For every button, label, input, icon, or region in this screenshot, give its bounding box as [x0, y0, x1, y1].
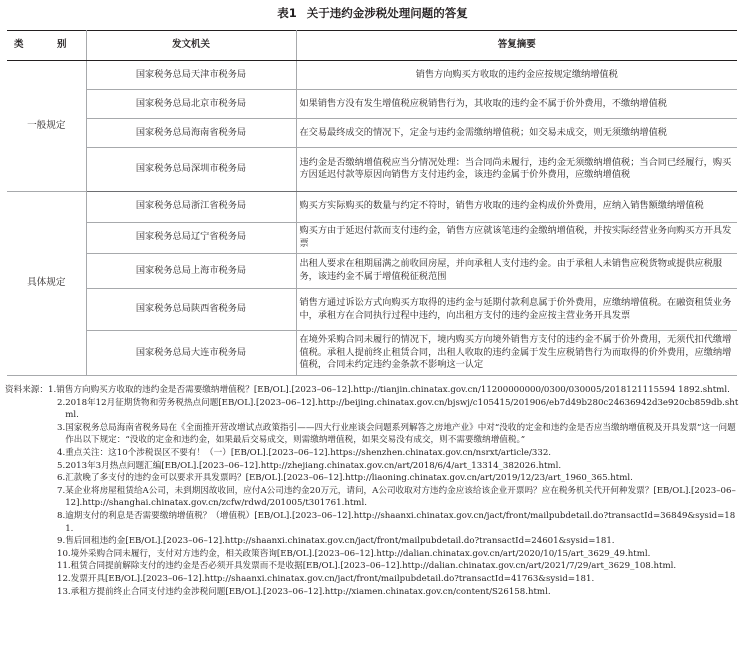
table-row: [7, 90, 737, 119]
source-num: 2.: [57, 397, 66, 408]
org-cell: 国家税务总局天津市税务局: [86, 61, 296, 90]
header-category: 类 别: [7, 31, 86, 61]
source-num: 12.: [57, 573, 71, 584]
source-item: [5, 422, 740, 447]
source-notes: [5, 384, 740, 598]
table-header-row: [7, 31, 737, 61]
source-item: [5, 447, 740, 460]
source-item: [5, 510, 740, 535]
source-item: [5, 548, 740, 561]
table-title: [0, 4, 745, 22]
source-text: 国家税务总局海南省税务局在《全面推开营改增试点政策指引——四大行业座谈会问题系列解答之房地产业》中对“没收的定金和违约金是否应当缴纳增值税及开具发票”这一问题作出以下规定：“没收的定金和违约金，如果最后交易成交，则需缴纳增值税，如果交易没有成交，则不需要缴纳增值税。”: [65, 422, 736, 446]
category-cell-specific: 具体规定: [7, 191, 86, 375]
source-num: 7.: [57, 485, 66, 496]
source-num: 13.: [57, 586, 71, 597]
source-text: 境外采购合同未履行，支付对方违约金，相关政策咨询[EB/OL].[2023–06–12].http://dalian.chinatax.gov.cn/art/2020/10/15/art_3629_49.html.: [70, 548, 651, 559]
source-text: 承租方提前终止合同支付违约金涉税问题[EB/OL].[2023–06–12].http://xiamen.chinatax.gov.cn/content/S26158.html.: [70, 586, 551, 597]
table-row: [7, 222, 737, 253]
answer-cell: 如果销售方没有发生增值税应税销售行为，其收取的违约金不属于价外费用，不缴纳增值税: [296, 90, 737, 119]
category-cell-general: 一般规定: [7, 61, 86, 192]
org-cell: 国家税务总局海南省税务局: [86, 119, 296, 148]
table-row: [7, 119, 737, 148]
source-num: 8.: [57, 510, 66, 521]
header-org: 发文机关: [86, 31, 296, 61]
org-cell: 国家税务总局辽宁省税务局: [86, 222, 296, 253]
source-lead: 资料来源：: [5, 385, 48, 395]
source-item: [5, 472, 740, 485]
answer-cell: 在境外采购合同未履行的情况下，境内购买方向境外销售方支付的违约金不属于价外费用，无须代扣代缴增值税。承租人提前终止租赁合同，出租人收取的违约金属于发生应税销售行为而取得的价外费用，应缴纳增值税，合同未约定违约金条款不影响这一认定: [296, 331, 737, 376]
source-num: 10.: [57, 548, 71, 559]
org-cell: 国家税务总局大连市税务局: [86, 331, 296, 376]
source-num: 5.: [57, 460, 66, 471]
source-item: [5, 397, 740, 422]
answer-cell: 购买方由于延迟付款而支付违约金，销售方应就该笔违约金缴纳增值税，并按实际经营业务向购买方开具发票: [296, 222, 737, 253]
source-num: 4.: [57, 447, 66, 458]
table-row: [7, 61, 737, 90]
answer-cell: 销售方向购买方收取的违约金应按规定缴纳增值税: [296, 61, 737, 90]
source-num: 1.: [47, 385, 57, 395]
table-row: [7, 288, 737, 330]
org-cell: 国家税务总局深圳市税务局: [86, 148, 296, 192]
table-row: [7, 148, 737, 192]
answer-cell: 出租人要求在租期届满之前收回房屋，并向承租人支付违约金。由于承租人未销售应税货物或提供应税服务，该违约金不属于增值税征税范围: [296, 253, 737, 288]
org-cell: 国家税务总局浙江省税务局: [86, 191, 296, 222]
source-num: 9.: [57, 536, 66, 547]
header-answer: 答复摘要: [296, 31, 737, 61]
source-item: [5, 485, 740, 510]
table-row: [7, 191, 737, 222]
source-num: 6.: [57, 473, 66, 484]
org-cell: 国家税务总局上海市税务局: [86, 253, 296, 288]
source-text: 重点关注：这10个涉税误区不要有！（一）[EB/OL].[2023–06–12].https://shenzhen.chinatax.gov.cn/nsrxt/article/332.: [65, 447, 552, 458]
source-text: 售后回租违约金[EB/OL].[2023–06–12].http://shaanxi.chinatax.gov.cn/jact/front/mailpubdetail.do?transactId=24601&sysid=181.: [65, 536, 615, 547]
table-title-text: 关于违约金涉税处理问题的答复: [306, 6, 468, 20]
source-text: 2013年3月热点问题汇编[EB/OL].[2023–06–12].http://zhejiang.chinatax.gov.cn/art/2018/6/4/art_13314_382026.html.: [65, 460, 562, 471]
answer-cell: 违约金是否缴纳增值税应当分情况处理：当合同尚未履行，违约金无须缴纳增值税；当合同已经履行，购买方因延迟付款等原因向销售方支付违约金，该违约金属于价外费用，应缴纳增值税: [296, 148, 737, 192]
source-item: [5, 384, 740, 397]
answer-cell: 销售方通过诉讼方式向购买方取得的违约金与延期付款利息属于价外费用，应缴纳增值税。在融资租赁业务中，承租方在合同执行过程中违约，向出租方支付的违约金应按主营业务开具发票: [296, 288, 737, 330]
source-item: [5, 573, 740, 586]
source-num: 3.: [57, 422, 66, 433]
source-text: 发票开具[EB/OL].[2023–06–12].http://shaanxi.chinatax.gov.cn/jact/front/mailpubdetail.do?transactId=41763&sysid=181.: [70, 573, 595, 584]
org-cell: 国家税务总局陕西省税务局: [86, 288, 296, 330]
source-text: 逾期支付的利息是否需要缴纳增值税？（增值税）[EB/OL].[2023–06–12].http://shaanxi.chinatax.gov.cn/jact/front/mailpubdetail.do?transactId=36849&sysid=181.: [65, 510, 736, 534]
source-text: 汇款晚了多支付的违约金可以要求开具发票吗？[EB/OL].[2023–06–12].http://liaoning.chinatax.gov.cn/art/2019/12/23/art_1960_365.html.: [65, 473, 633, 484]
source-item: [5, 586, 740, 599]
source-text: 租赁合同提前解除支付的违约金是否必须开具发票而不是收据[EB/OL].[2023–06–12].http://dalian.chinatax.gov.cn/art/2021/7/29/art_3629_108.html.: [70, 561, 677, 572]
source-num: 11.: [57, 561, 71, 572]
answer-cell: 在交易最终成交的情况下，定金与违约金需缴纳增值税；如交易未成交，则无须缴纳增值税: [296, 119, 737, 148]
table-number: 表1: [277, 6, 297, 20]
source-item: [5, 560, 740, 573]
source-item: [5, 460, 740, 473]
org-cell: 国家税务总局北京市税务局: [86, 90, 296, 119]
tax-reply-table: [7, 30, 737, 376]
table-row: [7, 253, 737, 288]
source-text: 某企业将房屋租赁给A公司，未到期因故收回，应付A公司违约金20万元，请问，A公司收取对方违约金应该给该企业开票吗？应在税务机关代开何种发票？[EB/OL].[2023–06–12].http://shanghai.chinatax.gov.cn/zcfw/rdwd/201005/t301761.html.: [65, 485, 736, 509]
table-row: [7, 331, 737, 376]
source-text: 销售方向购买方收取的违约金是否需要缴纳增值税？[EB/OL].[2023–06–12].http://tianjin.chinatax.gov.cn/11200000000/0300/030005/2018121115594 1892.shtml.: [56, 385, 730, 395]
source-item: [5, 535, 740, 548]
source-text: 2018年12月征期货物和劳务税热点问题[EB/OL].[2023–06–12].http://beijing.chinatax.gov.cn/bjswj/c105415/201906/eb7d49b280c24636942d3e920cb859db.shtml.: [65, 397, 739, 421]
answer-cell: 购买方实际购买的数量与约定不符时，销售方收取的违约金构成价外费用，应纳入销售额缴纳增值税: [296, 191, 737, 222]
